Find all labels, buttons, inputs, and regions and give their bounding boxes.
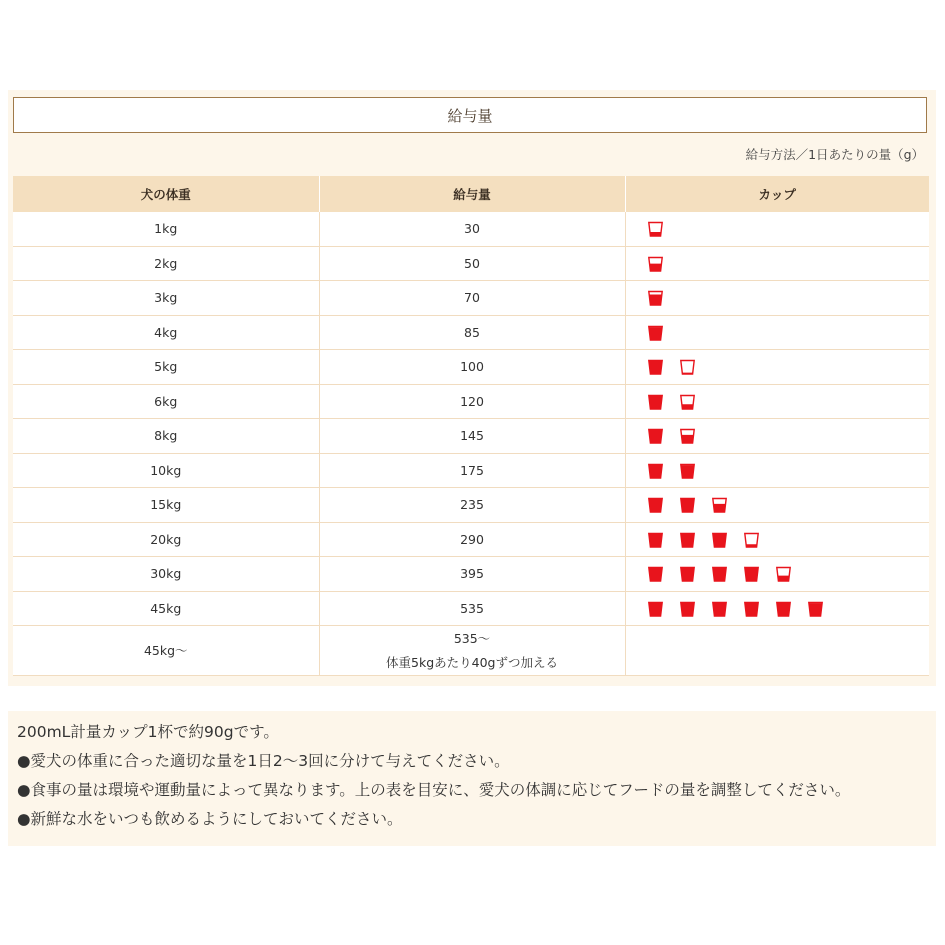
header-weight: 犬の体重 <box>13 176 319 212</box>
cups-cell-empty <box>625 626 929 676</box>
header-amount: 給与量 <box>319 176 625 212</box>
weight-cell: 30kg <box>13 557 319 592</box>
amount-cell: 100 <box>319 350 625 385</box>
cups-cell <box>625 453 929 488</box>
cups-cell <box>625 557 929 592</box>
amount-cell: 235 <box>319 488 625 523</box>
weight-cell: 4kg <box>13 315 319 350</box>
table-row <box>13 315 929 350</box>
amount-cell: 145 <box>319 419 625 454</box>
measuring-cup-icon <box>648 428 663 444</box>
note-line: ●愛犬の体重に合った適切な量を1日2〜3回に分けて与えてください。 <box>17 752 510 770</box>
amount-cell: 30 <box>319 212 625 246</box>
weight-cell: 1kg <box>13 212 319 246</box>
table-row <box>13 350 929 385</box>
amount-cell: 395 <box>319 557 625 592</box>
amount-cell: 290 <box>319 522 625 557</box>
amount-cell: 120 <box>319 384 625 419</box>
measuring-cup-icon <box>648 566 663 582</box>
header-cups: カップ <box>625 176 929 212</box>
measuring-cup-icon <box>680 601 695 617</box>
cups-cell <box>625 488 929 523</box>
weight-cell: 8kg <box>13 419 319 454</box>
measuring-cup-icon <box>648 394 663 410</box>
measuring-cup-icon <box>680 394 695 410</box>
feeding-table <box>13 176 929 676</box>
table-row <box>13 419 929 454</box>
amount-cell: 70 <box>319 281 625 316</box>
measuring-cup-icon <box>680 359 695 375</box>
table-caption: 給与方法／1日あたりの量（g） <box>745 147 924 162</box>
amount-cell: 535 <box>319 591 625 626</box>
measuring-cup-icon <box>648 497 663 513</box>
table-row <box>13 384 929 419</box>
weight-cell: 10kg <box>13 453 319 488</box>
section-title: 給与量 <box>13 97 927 133</box>
amount-cell <box>319 626 625 676</box>
table-header-row <box>13 176 929 212</box>
measuring-cup-icon <box>680 428 695 444</box>
measuring-cup-icon <box>776 566 791 582</box>
measuring-cup-icon <box>648 221 663 237</box>
weight-cell: 45kg <box>13 591 319 626</box>
table-row <box>13 557 929 592</box>
measuring-cup-icon <box>776 601 791 617</box>
amount-cell: 175 <box>319 453 625 488</box>
cups-cell <box>625 350 929 385</box>
weight-cell: 15kg <box>13 488 319 523</box>
measuring-cup-icon <box>680 566 695 582</box>
measuring-cup-icon <box>648 463 663 479</box>
weight-cell: 2kg <box>13 246 319 281</box>
table-row <box>13 281 929 316</box>
amount-line-1: 535〜 <box>453 630 491 646</box>
weight-cell: 5kg <box>13 350 319 385</box>
measuring-cup-icon <box>744 566 759 582</box>
cups-cell <box>625 315 929 350</box>
note-line: 200mL計量カップ1杯で約90gです。 <box>17 723 279 741</box>
table-row <box>13 246 929 281</box>
measuring-cup-icon <box>712 532 727 548</box>
cups-cell <box>625 522 929 557</box>
measuring-cup-icon <box>680 497 695 513</box>
measuring-cup-icon <box>712 497 727 513</box>
note-line: ●食事の量は環境や運動量によって異なります。上の表を目安に、愛犬の体調に応じてフードの量を調整してください。 <box>17 781 851 799</box>
measuring-cup-icon <box>680 532 695 548</box>
measuring-cup-icon <box>712 566 727 582</box>
weight-cell: 20kg <box>13 522 319 557</box>
notes-panel <box>8 711 936 846</box>
amount-line-2: 体重5kgあたり40gずつ加える <box>386 654 558 670</box>
measuring-cup-icon <box>744 532 759 548</box>
weight-cell: 3kg <box>13 281 319 316</box>
table-row <box>13 591 929 626</box>
cups-cell <box>625 212 929 246</box>
measuring-cup-icon <box>648 532 663 548</box>
table-row <box>13 212 929 246</box>
weight-cell: 6kg <box>13 384 319 419</box>
table-row-last <box>13 626 929 676</box>
measuring-cup-icon <box>648 290 663 306</box>
amount-cell: 85 <box>319 315 625 350</box>
measuring-cup-icon <box>680 463 695 479</box>
feeding-panel <box>8 90 936 686</box>
cups-cell <box>625 384 929 419</box>
measuring-cup-icon <box>648 601 663 617</box>
cups-cell <box>625 281 929 316</box>
amount-cell: 50 <box>319 246 625 281</box>
measuring-cup-icon <box>712 601 727 617</box>
note-line: ●新鮮な水をいつも飲めるようにしておいてください。 <box>17 810 403 828</box>
cups-cell <box>625 591 929 626</box>
cups-cell <box>625 246 929 281</box>
measuring-cup-icon <box>648 359 663 375</box>
cups-cell <box>625 419 929 454</box>
measuring-cup-icon <box>744 601 759 617</box>
measuring-cup-icon <box>808 601 823 617</box>
table-row <box>13 488 929 523</box>
measuring-cup-icon <box>648 256 663 272</box>
table-row <box>13 522 929 557</box>
table-row <box>13 453 929 488</box>
weight-cell: 45kg〜 <box>13 626 319 676</box>
measuring-cup-icon <box>648 325 663 341</box>
